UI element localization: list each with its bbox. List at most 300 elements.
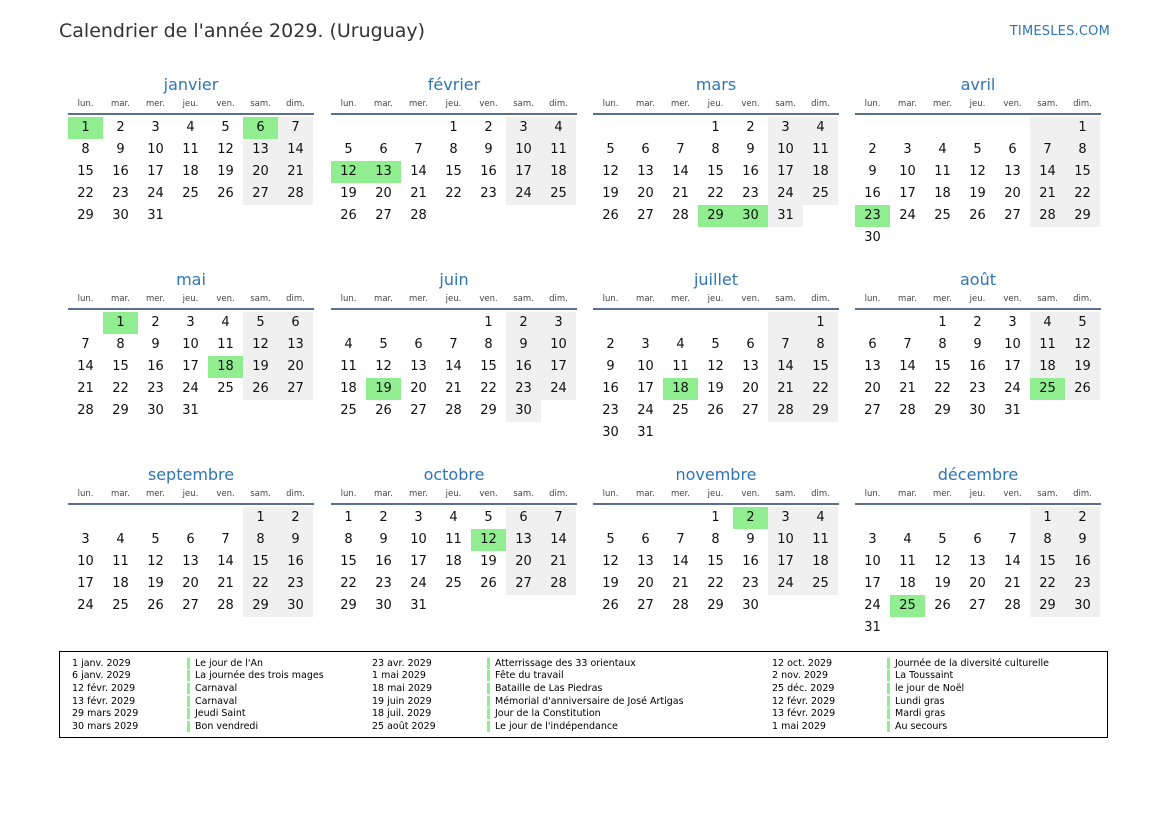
month-name: juillet (693, 270, 739, 289)
empty-day (331, 117, 366, 139)
holiday-day: 19 (366, 378, 401, 400)
weekday-label: mer. (671, 99, 690, 109)
month-divider (593, 308, 839, 310)
legend-column (372, 657, 684, 733)
day-cell: 8 (243, 529, 278, 551)
empty-day (593, 117, 628, 139)
day-cell: 13 (1004, 164, 1021, 179)
day-cell: 30 (506, 400, 541, 422)
day-cell: 3 (1008, 315, 1017, 330)
weekday-header (331, 487, 577, 501)
day-cell: 4 (903, 532, 912, 547)
day-cell: 23 (1065, 573, 1100, 595)
day-cell: 17 (410, 554, 427, 569)
day-cell: 25 (217, 381, 234, 396)
day-cell: 12 (147, 554, 164, 569)
day-cell: 13 (243, 139, 278, 161)
legend-item (372, 695, 684, 708)
weekday-label: sam. (250, 99, 271, 109)
day-cell: 19 (934, 576, 951, 591)
day-cell: 29 (707, 598, 724, 613)
month-name: septembre (147, 465, 235, 484)
day-cell: 5 (344, 142, 353, 157)
day-cell: 3 (768, 507, 803, 529)
day-cell: 20 (864, 381, 881, 396)
day-cell: 19 (707, 381, 724, 396)
empty-day (593, 507, 628, 529)
day-cell: 5 (484, 510, 493, 525)
day-cell: 11 (445, 532, 462, 547)
day-cell: 8 (1030, 529, 1065, 551)
legend-date: 29 mars 2029 (72, 708, 139, 720)
day-cell: 15 (1030, 551, 1065, 573)
day-cell: 3 (768, 117, 803, 139)
legend-date: 2 nov. 2029 (772, 670, 828, 682)
day-cell: 22 (480, 381, 497, 396)
legend-date: 25 déc. 2029 (772, 682, 835, 694)
day-cell: 18 (182, 164, 199, 179)
day-grid (855, 117, 1101, 249)
legend-item (372, 707, 684, 720)
legend-holiday-name: Fête du travail (487, 670, 564, 681)
day-cell: 27 (506, 573, 541, 595)
day-cell: 21 (445, 381, 462, 396)
day-cell: 20 (278, 356, 313, 378)
day-cell: 20 (243, 161, 278, 183)
empty-day (331, 312, 366, 334)
weekday-label: mar. (898, 489, 917, 499)
month-divider (331, 308, 577, 310)
day-cell: 11 (182, 142, 199, 157)
weekday-label: jeu. (707, 99, 724, 109)
weekday-label: sam. (1037, 489, 1058, 499)
day-cell: 2 (746, 120, 755, 135)
day-cell: 16 (278, 551, 313, 573)
legend-date: 6 janv. 2029 (72, 670, 131, 682)
day-cell: 14 (672, 164, 689, 179)
day-cell: 28 (672, 208, 689, 223)
day-cell: 4 (676, 337, 685, 352)
empty-day (855, 507, 890, 529)
day-grid (855, 312, 1101, 422)
day-cell: 25 (182, 186, 199, 201)
weekday-label: ven. (216, 99, 235, 109)
day-cell: 11 (934, 164, 951, 179)
month-6 (331, 269, 577, 422)
day-cell: 22 (445, 186, 462, 201)
weekday-label: mer. (409, 489, 428, 499)
weekday-label: mar. (374, 294, 393, 304)
weekday-label: lun. (340, 489, 357, 499)
legend-date: 1 mai 2029 (372, 670, 426, 682)
legend-holiday-name: Carnaval (187, 683, 237, 694)
weekday-label: jeu. (182, 489, 199, 499)
day-cell: 17 (768, 161, 803, 183)
weekday-header (855, 487, 1101, 501)
weekday-header (593, 487, 839, 501)
day-cell: 25 (934, 208, 951, 223)
day-cell: 7 (221, 532, 230, 547)
holiday-day: 29 (698, 205, 733, 227)
day-cell: 4 (803, 117, 838, 139)
day-cell: 4 (803, 507, 838, 529)
day-cell: 10 (899, 164, 916, 179)
legend-item (372, 670, 684, 683)
day-cell: 1 (1030, 507, 1065, 529)
legend-column (72, 657, 324, 733)
day-cell: 15 (707, 164, 724, 179)
day-cell: 10 (77, 554, 94, 569)
day-cell: 2 (484, 120, 493, 135)
day-cell: 10 (182, 337, 199, 352)
month-divider (855, 308, 1101, 310)
day-cell: 5 (606, 142, 615, 157)
day-cell: 22 (707, 576, 724, 591)
month-divider (68, 503, 314, 505)
day-cell: 11 (803, 139, 838, 161)
empty-day (173, 507, 208, 529)
legend-holiday-name: La Toussaint (887, 670, 953, 681)
day-cell: 18 (899, 576, 916, 591)
empty-day (103, 507, 138, 529)
day-cell: 12 (217, 142, 234, 157)
weekday-label: lun. (602, 294, 619, 304)
legend-date: 25 août 2029 (372, 720, 436, 732)
day-cell: 15 (1065, 161, 1100, 183)
legend-date: 1 mai 2029 (772, 720, 826, 732)
weekday-label: lun. (864, 99, 881, 109)
day-cell: 8 (1065, 139, 1100, 161)
day-cell: 1 (1065, 117, 1100, 139)
holiday-day: 23 (855, 205, 890, 227)
day-cell: 7 (1030, 139, 1065, 161)
day-cell: 26 (1065, 378, 1100, 400)
day-cell: 1 (711, 120, 720, 135)
day-grid (68, 507, 314, 617)
day-cell: 21 (672, 576, 689, 591)
day-cell: 1 (484, 315, 493, 330)
day-cell: 21 (1004, 576, 1021, 591)
month-9 (68, 464, 314, 617)
weekday-label: jeu. (969, 99, 986, 109)
month-11 (593, 464, 839, 617)
legend-item (72, 657, 324, 670)
empty-day (436, 312, 471, 334)
month-divider (331, 503, 577, 505)
legend-date: 19 juin 2029 (372, 695, 432, 707)
day-cell: 9 (746, 142, 755, 157)
empty-day (925, 507, 960, 529)
day-cell: 27 (742, 403, 759, 418)
day-cell: 6 (414, 337, 423, 352)
day-cell: 10 (147, 142, 164, 157)
day-cell: 19 (243, 356, 278, 378)
day-cell: 24 (637, 403, 654, 418)
legend-item (372, 682, 684, 695)
day-cell: 7 (449, 337, 458, 352)
weekday-label: jeu. (969, 294, 986, 304)
day-cell: 28 (445, 403, 462, 418)
empty-day (68, 507, 103, 529)
day-cell: 8 (116, 337, 125, 352)
day-cell: 21 (672, 186, 689, 201)
day-cell: 6 (641, 142, 650, 157)
day-cell: 4 (449, 510, 458, 525)
day-cell: 24 (182, 381, 199, 396)
day-cell: 2 (1065, 507, 1100, 529)
day-cell: 23 (112, 186, 129, 201)
day-cell: 25 (445, 576, 462, 591)
day-cell: 13 (278, 334, 313, 356)
day-cell: 31 (410, 598, 427, 613)
day-cell: 16 (969, 359, 986, 374)
day-cell: 24 (410, 576, 427, 591)
month-3 (593, 74, 839, 227)
month-5 (68, 269, 314, 422)
site-brand-link[interactable]: TIMESLES.COM (1009, 24, 1110, 39)
day-cell: 29 (934, 403, 951, 418)
day-cell: 13 (864, 359, 881, 374)
day-cell: 13 (969, 554, 986, 569)
day-cell: 28 (1030, 205, 1065, 227)
day-cell: 24 (899, 208, 916, 223)
day-cell: 28 (278, 183, 313, 205)
day-cell: 20 (410, 381, 427, 396)
day-cell: 23 (278, 573, 313, 595)
empty-day (890, 507, 925, 529)
weekday-label: ven. (216, 489, 235, 499)
day-cell: 13 (182, 554, 199, 569)
day-cell: 24 (768, 183, 803, 205)
day-cell: 2 (506, 312, 541, 334)
day-cell: 12 (602, 164, 619, 179)
empty-day (890, 312, 925, 334)
day-cell: 5 (1065, 312, 1100, 334)
day-cell: 27 (410, 403, 427, 418)
day-cell: 2 (278, 507, 313, 529)
day-cell: 27 (969, 598, 986, 613)
day-cell: 30 (742, 598, 759, 613)
empty-day (663, 117, 698, 139)
day-cell: 27 (864, 403, 881, 418)
day-cell: 29 (480, 403, 497, 418)
day-cell: 8 (938, 337, 947, 352)
day-cell: 10 (768, 529, 803, 551)
weekday-label: dim. (1073, 99, 1092, 109)
day-cell: 2 (116, 120, 125, 135)
day-cell: 30 (969, 403, 986, 418)
month-name: mars (695, 75, 737, 94)
day-cell: 25 (803, 573, 838, 595)
empty-day (995, 117, 1030, 139)
day-cell: 21 (1030, 183, 1065, 205)
empty-day (68, 312, 103, 334)
holiday-day: 1 (68, 117, 103, 139)
day-cell: 24 (541, 378, 576, 400)
day-cell: 8 (344, 532, 353, 547)
weekday-label: lun. (77, 489, 94, 499)
weekday-label: dim. (549, 99, 568, 109)
day-cell: 29 (77, 208, 94, 223)
weekday-label: ven. (1003, 99, 1022, 109)
day-cell: 1 (243, 507, 278, 529)
weekday-label: dim. (286, 99, 305, 109)
day-cell: 13 (410, 359, 427, 374)
month-2 (331, 74, 577, 227)
day-cell: 2 (151, 315, 160, 330)
day-cell: 28 (410, 208, 427, 223)
day-cell: 3 (151, 120, 160, 135)
legend-holiday-name: Journée de la diversité culturelle (887, 658, 1049, 669)
day-cell: 27 (1004, 208, 1021, 223)
day-cell: 8 (711, 532, 720, 547)
empty-day (401, 312, 436, 334)
legend-item (772, 707, 1049, 720)
weekday-label: sam. (250, 294, 271, 304)
day-cell: 5 (606, 532, 615, 547)
day-cell: 30 (375, 598, 392, 613)
weekday-label: mar. (111, 489, 130, 499)
day-cell: 17 (541, 356, 576, 378)
day-cell: 9 (278, 529, 313, 551)
day-cell: 5 (938, 532, 947, 547)
legend-date: 13 févr. 2029 (72, 695, 136, 707)
day-cell: 9 (973, 337, 982, 352)
day-cell: 17 (147, 164, 164, 179)
day-cell: 29 (1065, 205, 1100, 227)
day-cell: 13 (742, 359, 759, 374)
weekday-label: sam. (513, 99, 534, 109)
month-name: décembre (937, 465, 1019, 484)
day-cell: 23 (969, 381, 986, 396)
day-cell: 14 (445, 359, 462, 374)
day-grid (593, 312, 839, 444)
day-cell: 9 (484, 142, 493, 157)
day-cell: 11 (899, 554, 916, 569)
weekday-label: mer. (146, 99, 165, 109)
empty-day (628, 117, 663, 139)
month-divider (68, 308, 314, 310)
day-cell: 14 (541, 529, 576, 551)
day-cell: 3 (903, 142, 912, 157)
weekday-label: mar. (898, 99, 917, 109)
day-cell: 11 (672, 359, 689, 374)
weekday-label: ven. (741, 294, 760, 304)
month-4 (855, 74, 1101, 249)
day-cell: 31 (864, 620, 881, 635)
weekday-label: lun. (340, 294, 357, 304)
day-cell: 21 (899, 381, 916, 396)
day-cell: 14 (1030, 161, 1065, 183)
day-cell: 3 (641, 337, 650, 352)
day-cell: 26 (969, 208, 986, 223)
day-cell: 10 (768, 139, 803, 161)
day-grid (68, 117, 314, 227)
day-cell: 11 (217, 337, 234, 352)
empty-day (698, 312, 733, 334)
day-cell: 9 (606, 359, 615, 374)
day-cell: 8 (803, 334, 838, 356)
weekday-label: ven. (1003, 489, 1022, 499)
day-cell: 14 (768, 356, 803, 378)
weekday-header (331, 97, 577, 111)
legend-date: 13 févr. 2029 (772, 708, 836, 720)
day-cell: 16 (742, 164, 759, 179)
weekday-label: lun. (864, 489, 881, 499)
weekday-label: jeu. (182, 99, 199, 109)
weekday-label: mar. (636, 99, 655, 109)
day-cell: 6 (379, 142, 388, 157)
legend-date: 12 févr. 2029 (72, 682, 136, 694)
weekday-label: mer. (671, 489, 690, 499)
day-cell: 26 (217, 186, 234, 201)
legend-holiday-name: Au secours (887, 721, 947, 732)
weekday-label: sam. (1037, 294, 1058, 304)
day-cell: 26 (602, 598, 619, 613)
day-cell: 25 (541, 183, 576, 205)
month-divider (855, 503, 1101, 505)
month-name: novembre (675, 465, 757, 484)
day-cell: 12 (602, 554, 619, 569)
weekday-label: jeu. (969, 489, 986, 499)
day-cell: 8 (484, 337, 493, 352)
day-cell: 23 (602, 403, 619, 418)
day-cell: 27 (182, 598, 199, 613)
day-cell: 20 (506, 551, 541, 573)
weekday-label: dim. (1073, 489, 1092, 499)
day-cell: 14 (899, 359, 916, 374)
day-cell: 14 (77, 359, 94, 374)
day-cell: 28 (768, 400, 803, 422)
day-cell: 9 (116, 142, 125, 157)
day-cell: 1 (938, 315, 947, 330)
day-cell: 5 (973, 142, 982, 157)
day-cell: 5 (221, 120, 230, 135)
weekday-label: mar. (374, 99, 393, 109)
legend-holiday-name: Mémorial d'anniversaire de José Artigas (487, 696, 684, 707)
day-cell: 10 (864, 554, 881, 569)
empty-day (401, 117, 436, 139)
day-cell: 14 (1004, 554, 1021, 569)
day-cell: 31 (182, 403, 199, 418)
day-cell: 28 (217, 598, 234, 613)
weekday-header (593, 292, 839, 306)
day-cell: 3 (506, 117, 541, 139)
month-7 (593, 269, 839, 444)
empty-day (366, 117, 401, 139)
legend-date: 18 mai 2029 (372, 682, 433, 694)
weekday-label: jeu. (707, 294, 724, 304)
weekday-label: mar. (111, 99, 130, 109)
holiday-legend (59, 651, 1108, 738)
day-cell: 10 (1004, 337, 1021, 352)
day-cell: 30 (602, 425, 619, 440)
empty-day (960, 507, 995, 529)
legend-item (72, 720, 324, 733)
day-cell: 18 (934, 186, 951, 201)
weekday-label: sam. (775, 99, 796, 109)
day-cell: 31 (147, 208, 164, 223)
month-12 (855, 464, 1101, 639)
day-cell: 15 (934, 359, 951, 374)
day-cell: 4 (1030, 312, 1065, 334)
day-cell: 17 (182, 359, 199, 374)
empty-day (890, 117, 925, 139)
day-cell: 8 (81, 142, 90, 157)
day-cell: 4 (344, 337, 353, 352)
day-cell: 19 (1065, 356, 1100, 378)
month-divider (593, 113, 839, 115)
